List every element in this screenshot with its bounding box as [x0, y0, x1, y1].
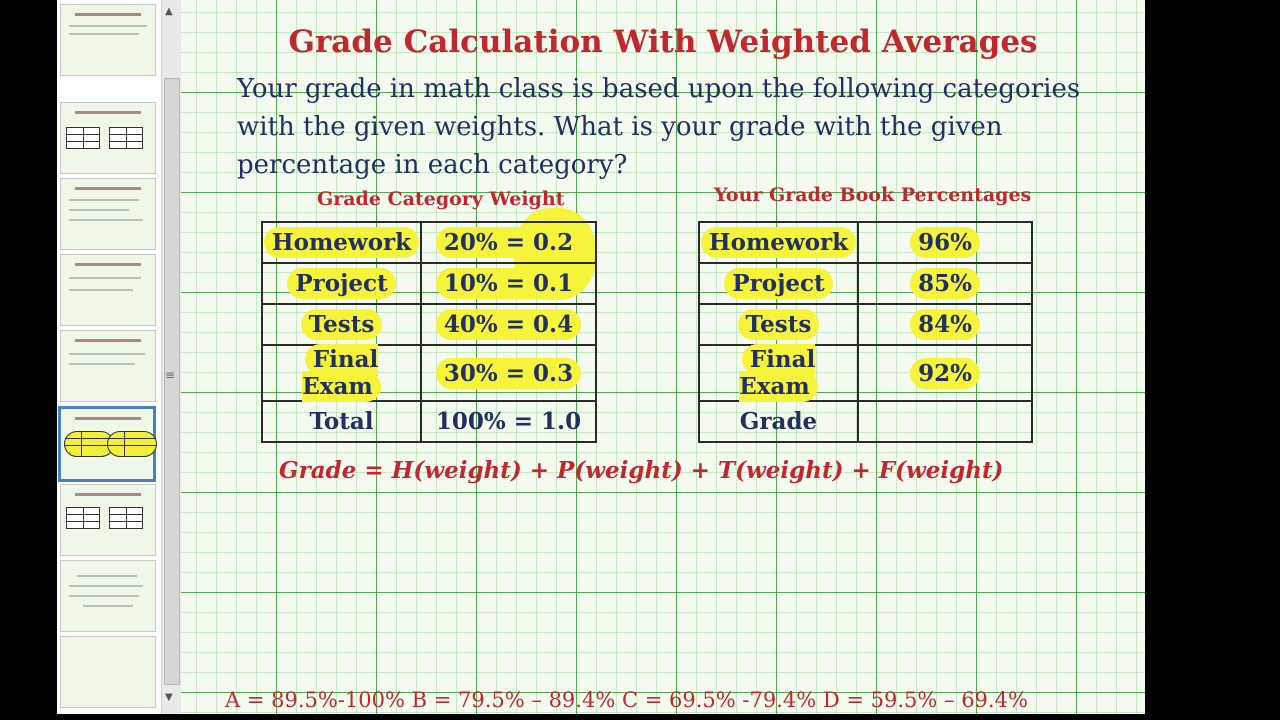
grade-scale: A = 89.5%-100% B = 79.5% – 89.4% C = 69.5% -79.4% D = 59.5% – 69.4%: [225, 688, 1028, 712]
value-label: 10% = 0.1: [436, 268, 581, 299]
category-label: Tests: [738, 309, 820, 340]
category-cell: [699, 345, 858, 401]
value-cell: [421, 304, 596, 345]
category-cell: [262, 401, 421, 442]
value-cell: [421, 222, 596, 263]
value-cell: [858, 345, 1032, 401]
category-label: Homework: [264, 227, 419, 258]
category-cell: [262, 304, 421, 345]
value-cell: [858, 304, 1032, 345]
grades-table: [698, 221, 1033, 443]
scroll-up-icon[interactable]: ▲: [165, 6, 173, 17]
table-row: [699, 345, 1032, 401]
slide-thumbnail-7[interactable]: [60, 484, 156, 556]
value-label: 85%: [910, 268, 980, 299]
category-label: Grade: [739, 408, 818, 435]
category-label: Project: [724, 268, 832, 299]
slide-thumbnail-4[interactable]: [60, 254, 156, 326]
category-cell: [699, 222, 858, 263]
slide-thumbnail-9[interactable]: [60, 636, 156, 708]
slide-title: Grade Calculation With Weighted Averages: [288, 24, 1038, 60]
table-row: [262, 263, 596, 304]
category-cell: [699, 304, 858, 345]
scroll-grip-icon: ≡: [165, 368, 176, 382]
slide-thumbnail-3[interactable]: [60, 178, 156, 250]
category-label: Total: [309, 408, 374, 435]
slide-thumbnail-8[interactable]: [60, 560, 156, 632]
grade-formula: Grade = H(weight) + P(weight) + T(weight) + F(weight): [279, 457, 1004, 484]
value-label: 92%: [910, 358, 980, 389]
value-label: 96%: [910, 227, 980, 258]
table-row: [262, 345, 596, 401]
bottom-bar: [0, 714, 1280, 720]
slide-thumbnail-6-selected[interactable]: [58, 406, 156, 482]
category-cell: [262, 263, 421, 304]
value-cell: [421, 345, 596, 401]
table-row: [699, 304, 1032, 345]
value-cell: [858, 401, 1032, 442]
value-label: 84%: [910, 309, 980, 340]
category-cell: [262, 345, 421, 401]
grades-heading: Your Grade Book Percentages: [714, 184, 1032, 206]
value-cell: [858, 263, 1032, 304]
table-row: [699, 401, 1032, 442]
value-label: 40% = 0.4: [436, 309, 581, 340]
slide-canvas: [181, 0, 1145, 714]
category-cell: [262, 222, 421, 263]
slide-thumbnail-2[interactable]: [60, 102, 156, 174]
slide-thumbnail-panel: [57, 0, 162, 714]
slide-thumbnail-5[interactable]: [60, 330, 156, 402]
table-row: [262, 304, 596, 345]
weights-table: [261, 221, 597, 443]
value-cell: [858, 222, 1032, 263]
thumbnail-scrollbar[interactable]: [161, 0, 181, 714]
category-label: Tests: [301, 309, 383, 340]
category-cell: [699, 263, 858, 304]
value-label: 20% = 0.2: [436, 227, 581, 258]
category-label: Homework: [701, 227, 856, 258]
category-label: Final Exam: [739, 344, 817, 402]
slide-body-text: Your grade in math class is based upon the following categories with the given weights. What is your grade with the given percentage in each category?: [237, 74, 1081, 180]
category-label: Project: [287, 268, 395, 299]
category-label: Final Exam: [302, 344, 380, 402]
scroll-down-icon[interactable]: ▼: [165, 692, 173, 703]
value-cell: [421, 401, 596, 442]
slide-thumbnail-1[interactable]: [60, 4, 156, 76]
table-row: [699, 222, 1032, 263]
table-row: [262, 401, 596, 442]
value-label: 30% = 0.3: [436, 358, 581, 389]
table-row: [262, 222, 596, 263]
table-row: [699, 263, 1032, 304]
category-cell: [699, 401, 858, 442]
weights-heading: Grade Category Weight: [317, 188, 565, 210]
value-label: 100% = 1.0: [435, 408, 582, 435]
value-cell: [421, 263, 596, 304]
